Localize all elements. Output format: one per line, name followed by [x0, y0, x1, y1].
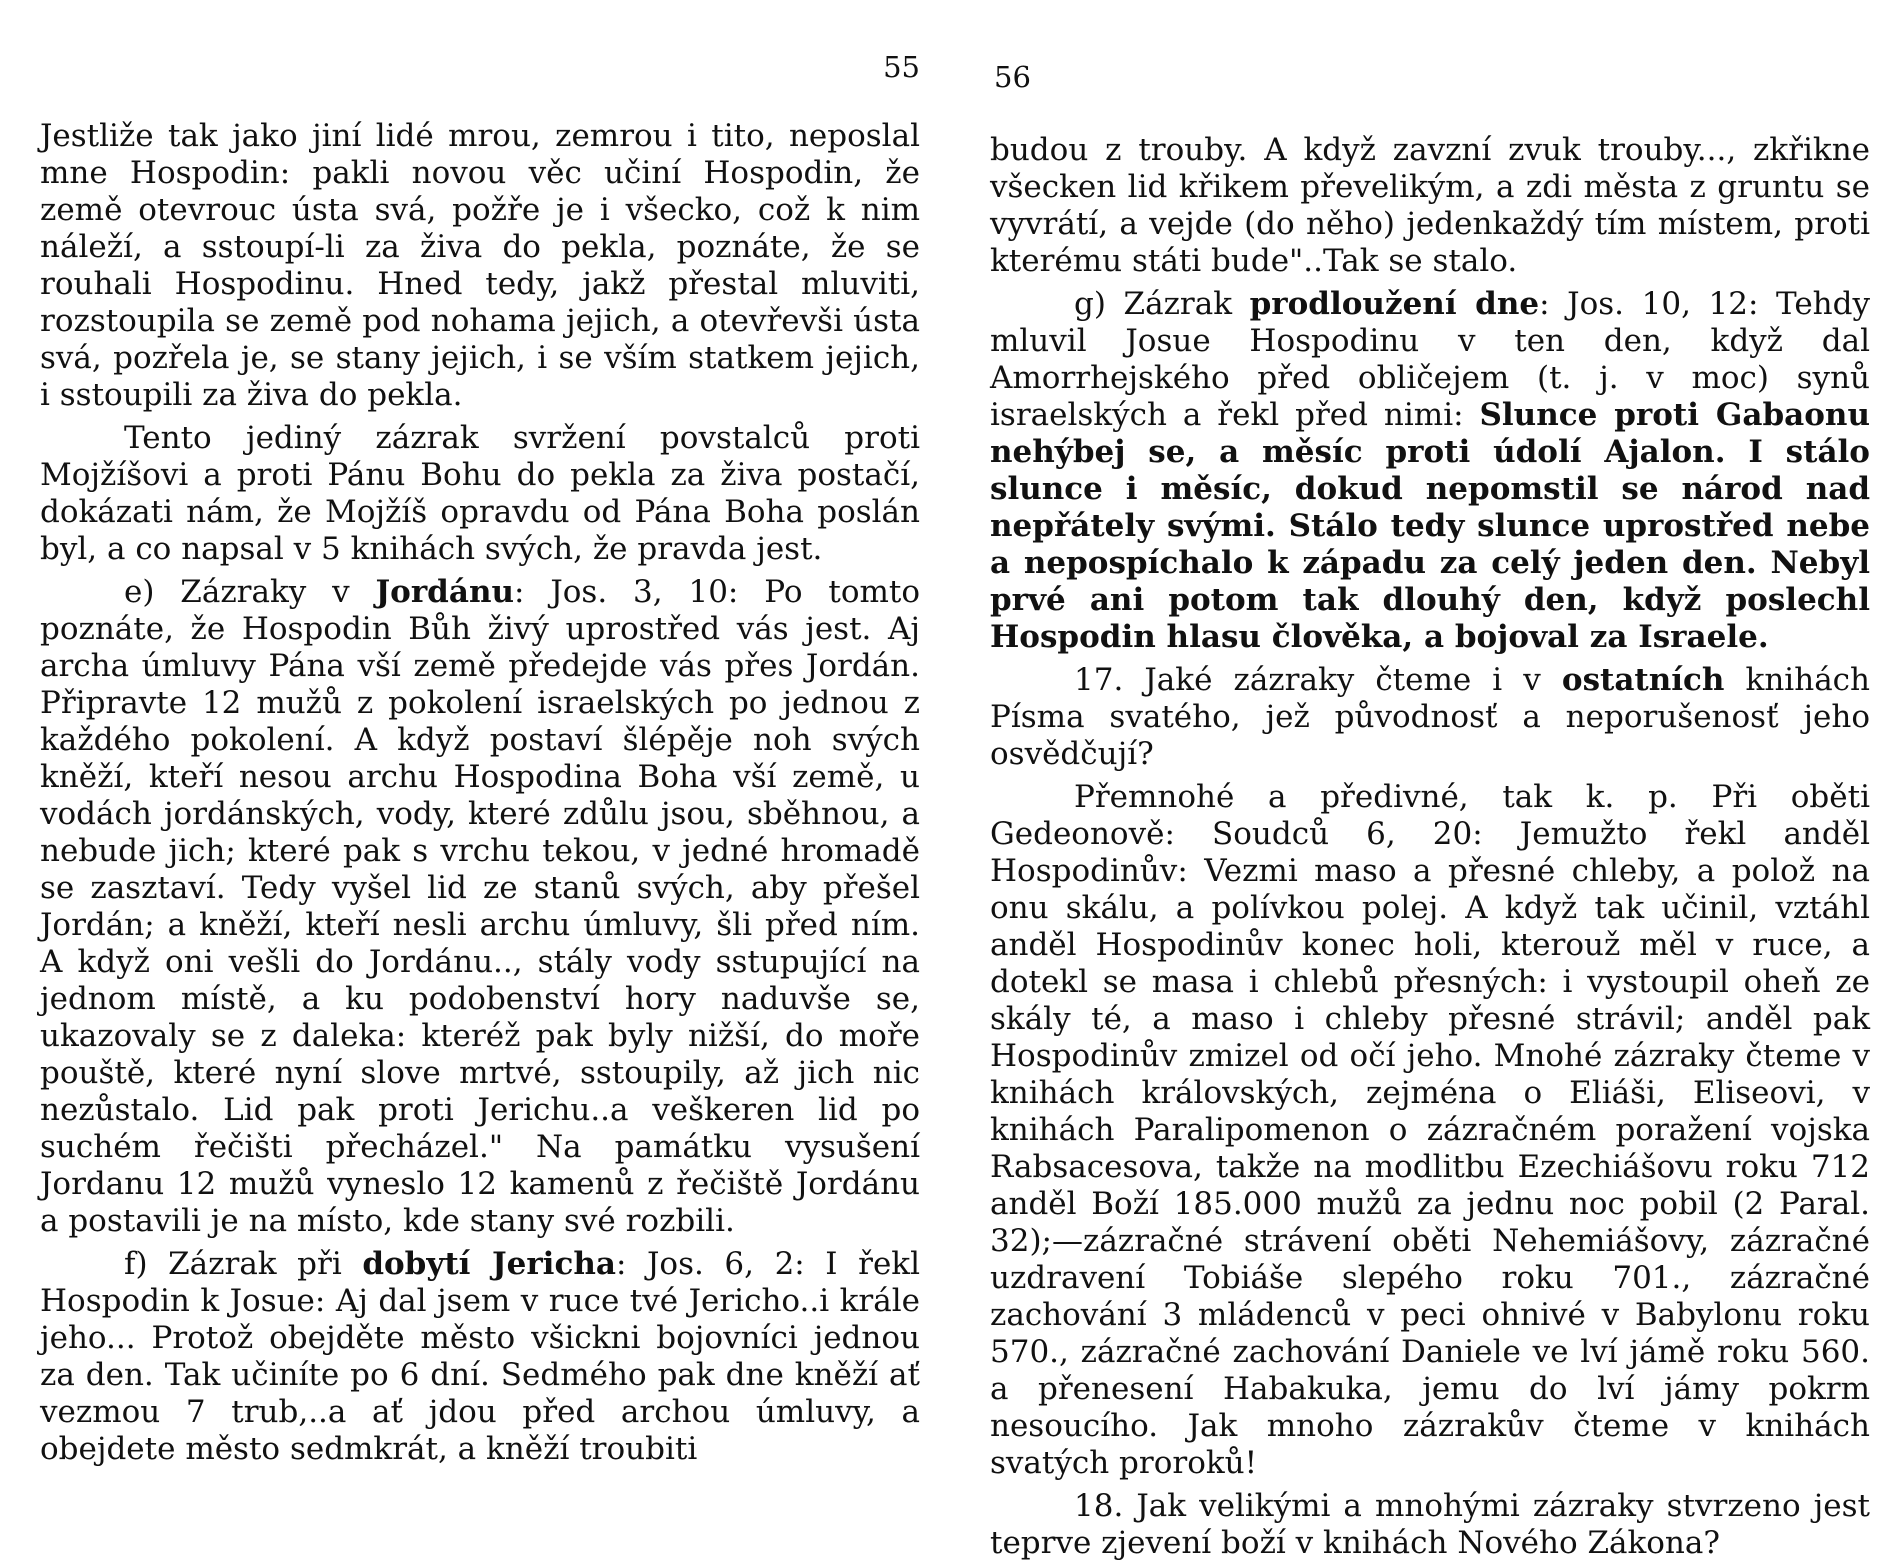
bold-text: prodloužení dne	[1249, 286, 1540, 322]
text-run: e) Zázraky v	[124, 574, 376, 610]
paragraph	[40, 420, 920, 568]
bold-text: dobytí Jericha	[362, 1246, 616, 1282]
text-run: g) Zázrak	[1074, 286, 1250, 322]
text-run: : Jos. 6, 2: I řekl Hospodin k Josue: Aj dal jsem v ruce tvé Jericho..i krále jeho... Protož obejděte město všickni bojovníci jednou za den. Tak učiníte po 6 dní. Sedmého pak dne kněží ať vezmou 7 trub,..a ať jdou před archou úmluvy, a obejdete město sedmkrát, a kněží troubiti	[40, 1246, 920, 1467]
page-number: 55	[883, 50, 920, 84]
paragraph	[40, 1246, 920, 1468]
paragraph	[990, 779, 1870, 1482]
text-run: Tento jediný zázrak svržení povstalců proti Mojžíšovi a proti Pánu Bohu do pekla za živa postačí, dokázati nám, že Mojžíš opravdu od Pána Boha poslán byl, a co napsal v 5 knihách svých, že pravda jest.	[40, 420, 920, 567]
paragraph	[990, 1488, 1870, 1562]
text-run: 17. Jaké zázraky čteme i v	[1074, 662, 1562, 698]
text-run: : Jos. 3, 10: Po tomto poznáte, že Hospodin Bůh živý uprostřed vás jest. Aj archa úmluvy Pána vší země předejde vás přes Jordán. Připravte 12 mužů z pokolení israelských po jednou z každého pokolení. A když postaví šlépěje noh svých kněží, kteří nesou archu Hospodina Boha vší země, u vodách jordánských, vody, které zdůlu jsou, sběhnou, a nebude jich; které pak s vrchu tekou, v jedné hromadě se zasztaví. Tedy vyšel lid ze stanů svých, aby přešel Jordán; a kněží, kteří nesli archu úmluvy, šli před ním. A když oni vešli do Jordánu.., stály vody sstupující na jednom místě, a ku podobenství hory naduvše se, ukazovaly se z daleka: kteréž pak byly nižší, do moře pouště, které nyní slove mrtvé, sstoupily, až jich nic nezůstalo. Lid pak proti Jerichu..a veškeren lid po suchém řečišti přecházel." Na památku vysušení Jordanu 12 mužů vyneslo 12 kamenů z řečiště Jordánu a postavili je na místo, kde stany své rozbili.	[40, 574, 920, 1239]
paragraph	[40, 118, 920, 414]
text-column	[40, 118, 920, 1474]
paragraph	[40, 574, 920, 1240]
bold-text: ostatních	[1561, 662, 1725, 698]
text-column	[990, 132, 1870, 1568]
text-run: : Jos. 10, 12: Tehdy mluvil Josue Hospodinu v ten den, když dal Amorrhejského před obličejem (t. j. v moc) synů israelských a řekl před nimi:	[990, 286, 1870, 433]
text-run: 18. Jak velikými a mnohými zázraky stvrzeno jest teprve zjevení boží v knihách Nového Zákona?	[990, 1488, 1870, 1561]
text-run: budou z trouby. A když zavzní zvuk trouby..., zkřikne všecken lid křikem převelikým, a zdi města z gruntu se vyvrátí, a vejde (do něho) jedenkaždý tím místem, proti kterému státi bude"..Tak se stalo.	[990, 132, 1870, 279]
bold-text: Slunce proti Gabaonu nehýbej se, a měsíc proti údolí Ajalon. I stálo slunce i měsíc, dokud nepomstil se národ nad nepřátely svými. Stálo tedy slunce uprostřed nebe a nepospíchalo k západu za celý jeden den. Nebyl prvé ani potom tak dlouhý den, když poslechl Hospodin hlasu člověka, a bojoval za Israele.	[990, 397, 1870, 655]
page-number: 56	[994, 60, 1031, 94]
paragraph	[990, 286, 1870, 656]
text-run: knihách Písma svatého, jež původnosť a neporušenosť jeho osvědčují?	[990, 662, 1871, 772]
text-run: f) Zázrak při	[124, 1246, 363, 1282]
bold-text: Jordánu	[375, 574, 515, 610]
right-page	[990, 0, 1871, 1561]
text-run: Přemnohé a předivné, tak k. p. Při oběti Gedeonově: Soudců 6, 20: Jemužto řekl anděl Hospodinův: Vezmi maso a přesné chleby, a polož na onu skálu, a polívkou polej. A když tak učinil, vztáhl anděl Hospodinův konec holi, kterouž měl v ruce, a dotekl se masa i chlebů přesných: i vystoupil oheň ze skály té, a maso i chleby přesné strávil; anděl pak Hospodinův zmizel od očí jeho. Mnohé zázraky čteme v knihách královských, zejména o Eliáši, Eliseovi, v knihách Paralipomenon o zázračném poražení vojska Rabsacesova, takže na modlitbu Ezechiášovu roku 712 anděl Boží 185.000 mužů za jednu noc pobil (2 Paral. 32);—zázračné strávení oběti Nehemiášovy, zázračné uzdravení Tobiáše slepého roku 701., zázračné zachování 3 mládenců v peci ohnivé v Babylonu roku 570., zázračné zachování Daniele ve lví jámě roku 560. a přenesení Habakuka, jemu do lví jámy pokrm nesoucího. Jak mnoho zázrakův čteme v knihách svatých proroků!	[990, 779, 1870, 1481]
text-run: Jestliže tak jako jiní lidé mrou, zemrou i tito, neposlal mne Hospodin: pakli novou věc učiní Hospodin, že země otevrouc ústa svá, požře je i všecko, což k nim náleží, a sstoupí-li za živa do pekla, poznáte, že se rouhali Hospodinu. Hned tedy, jakž přestal mluviti, rozstoupila se země pod nohama jejich, a otevřevši ústa svá, pozřela je, se stany jejich, i se vším statkem jejich, i sstoupili za živa do pekla.	[40, 118, 920, 413]
left-page	[40, 0, 920, 1500]
paragraph	[990, 132, 1870, 280]
paragraph	[990, 662, 1870, 773]
